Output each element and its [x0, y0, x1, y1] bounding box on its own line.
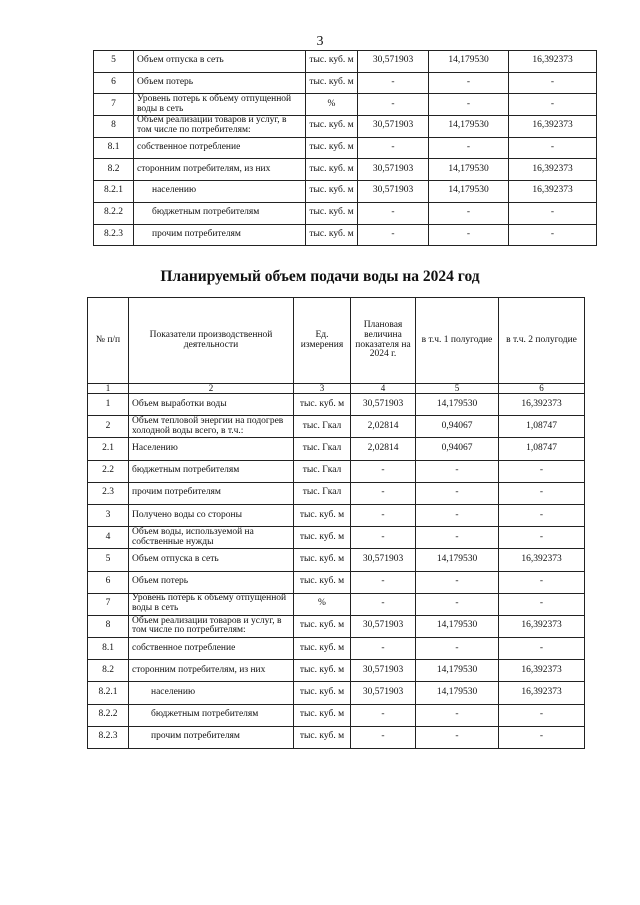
indicator-name: Объем тепловой энергии на подогрев холодной воды всего, в т.ч.: — [129, 416, 294, 438]
planned-value: - — [351, 571, 416, 593]
second-half-value: 16,392373 — [499, 394, 585, 416]
second-half-value: 16,392373 — [499, 660, 585, 682]
table-row — [94, 202, 597, 224]
first-half-value: - — [416, 504, 499, 526]
planned-value: - — [351, 482, 416, 504]
table-row — [88, 460, 585, 482]
unit-of-measure: тыс. Гкал — [294, 438, 351, 460]
unit-of-measure: тыс. Гкал — [294, 482, 351, 504]
unit-of-measure: тыс. куб. м — [294, 571, 351, 593]
first-half-value: 14,179530 — [429, 51, 509, 73]
planned-value: - — [358, 224, 429, 246]
first-half-value: - — [429, 202, 509, 224]
second-half-value: 16,392373 — [499, 549, 585, 571]
row-number: 6 — [88, 571, 129, 593]
table-row — [88, 704, 585, 726]
indicator-name: Объем воды, используемой на собственные нужды — [129, 527, 294, 549]
indicator-name: собственное потребление — [129, 638, 294, 660]
first-half-value: 14,179530 — [429, 116, 509, 138]
second-half-value: 16,392373 — [509, 116, 597, 138]
second-half-value: - — [499, 504, 585, 526]
row-number: 8.2 — [88, 660, 129, 682]
indicator-name: Объем выработки воды — [129, 394, 294, 416]
planned-value: - — [351, 460, 416, 482]
indicator-name: Получено воды со стороны — [129, 504, 294, 526]
indicator-name: Объем реализации товаров и услуг, в том числе по потребителям: — [129, 615, 294, 637]
indicator-name: Объем потерь — [129, 571, 294, 593]
header-planned-value: Плановая величина показателя на 2024 г. — [351, 298, 416, 384]
second-half-value: - — [509, 224, 597, 246]
header-row — [88, 298, 585, 384]
unit-of-measure: тыс. куб. м — [306, 137, 358, 159]
planned-value: - — [358, 94, 429, 116]
planned-value: - — [358, 137, 429, 159]
row-number: 8 — [88, 615, 129, 637]
second-half-value: - — [499, 482, 585, 504]
column-number: 1 — [88, 384, 129, 394]
row-number: 1 — [88, 394, 129, 416]
first-half-value: - — [429, 72, 509, 94]
table-row — [88, 527, 585, 549]
planned-value: - — [358, 72, 429, 94]
row-number: 2 — [88, 416, 129, 438]
unit-of-measure: тыс. куб. м — [306, 72, 358, 94]
second-half-value: - — [499, 726, 585, 748]
planned-value: - — [358, 202, 429, 224]
row-number: 8.2.1 — [94, 181, 134, 203]
indicator-name: Объем отпуска в сеть — [134, 51, 306, 73]
second-half-value: - — [499, 527, 585, 549]
table-row — [94, 94, 597, 116]
unit-of-measure: тыс. Гкал — [294, 460, 351, 482]
row-number: 8.2.3 — [88, 726, 129, 748]
second-half-value: 16,392373 — [499, 682, 585, 704]
unit-of-measure: тыс. куб. м — [306, 202, 358, 224]
second-half-value: - — [509, 72, 597, 94]
first-half-value: - — [429, 137, 509, 159]
first-half-value: 14,179530 — [416, 394, 499, 416]
planned-value: 30,571903 — [358, 116, 429, 138]
unit-of-measure: тыс. куб. м — [294, 615, 351, 637]
table-row — [94, 72, 597, 94]
row-number: 8 — [94, 116, 134, 138]
row-number: 4 — [88, 527, 129, 549]
header-number: № п/п — [88, 298, 129, 384]
row-number: 5 — [88, 549, 129, 571]
table-row — [88, 571, 585, 593]
unit-of-measure: тыс. куб. м — [294, 726, 351, 748]
indicator-name: Уровень потерь к объему отпущенной воды в сеть — [129, 593, 294, 615]
row-number: 2.1 — [88, 438, 129, 460]
planned-value: 30,571903 — [351, 549, 416, 571]
table-row — [88, 549, 585, 571]
first-half-value: 0,94067 — [416, 438, 499, 460]
unit-of-measure: тыс. Гкал — [294, 416, 351, 438]
first-half-value: - — [429, 94, 509, 116]
main-table-body — [88, 298, 585, 749]
header-indicator: Показатели производственной деятельности — [129, 298, 294, 384]
unit-of-measure: тыс. куб. м — [294, 638, 351, 660]
second-half-value: 16,392373 — [509, 51, 597, 73]
table-row — [88, 504, 585, 526]
indicator-name: Уровень потерь к объему отпущенной воды в сеть — [134, 94, 306, 116]
planned-value: 30,571903 — [351, 615, 416, 637]
table-row — [88, 438, 585, 460]
unit-of-measure: тыс. куб. м — [294, 660, 351, 682]
first-half-value: - — [429, 224, 509, 246]
table-row — [94, 137, 597, 159]
unit-of-measure: тыс. куб. м — [306, 181, 358, 203]
column-number-row — [88, 384, 585, 394]
unit-of-measure: тыс. куб. м — [294, 527, 351, 549]
planned-value: 2,02814 — [351, 416, 416, 438]
row-number: 8.1 — [94, 137, 134, 159]
unit-of-measure: тыс. куб. м — [306, 159, 358, 181]
indicator-name: бюджетным потребителям — [134, 202, 306, 224]
planned-water-supply-table — [87, 297, 585, 749]
second-half-value: - — [509, 137, 597, 159]
planned-value: 30,571903 — [358, 159, 429, 181]
planned-value: - — [351, 704, 416, 726]
second-half-value: - — [499, 593, 585, 615]
indicator-name: бюджетным потребителям — [129, 704, 294, 726]
second-half-value: - — [499, 704, 585, 726]
first-half-value: - — [416, 571, 499, 593]
first-half-value: 14,179530 — [416, 549, 499, 571]
table-row — [88, 394, 585, 416]
table-row — [94, 159, 597, 181]
planned-value: - — [351, 527, 416, 549]
indicator-name: Объем потерь — [134, 72, 306, 94]
column-number: 6 — [499, 384, 585, 394]
first-half-value: 0,94067 — [416, 416, 499, 438]
table-row — [94, 51, 597, 73]
table-row — [88, 593, 585, 615]
table-row — [94, 224, 597, 246]
page-number: 3 — [316, 34, 324, 49]
unit-of-measure: тыс. куб. м — [294, 394, 351, 416]
unit-of-measure: тыс. куб. м — [294, 682, 351, 704]
planned-value: - — [351, 593, 416, 615]
indicator-name: прочим потребителям — [134, 224, 306, 246]
column-number: 5 — [416, 384, 499, 394]
second-half-value: 16,392373 — [509, 181, 597, 203]
indicator-name: Объем отпуска в сеть — [129, 549, 294, 571]
unit-of-measure: тыс. куб. м — [306, 116, 358, 138]
planned-value: 2,02814 — [351, 438, 416, 460]
indicator-name: прочим потребителям — [129, 482, 294, 504]
planned-value: 30,571903 — [351, 394, 416, 416]
indicator-name: сторонним потребителям, из них — [134, 159, 306, 181]
planned-value: - — [351, 726, 416, 748]
planned-value: 30,571903 — [358, 181, 429, 203]
first-half-value: - — [416, 593, 499, 615]
indicator-name: населению — [129, 682, 294, 704]
first-half-value: 14,179530 — [416, 682, 499, 704]
row-number: 8.2.2 — [94, 202, 134, 224]
row-number: 2.2 — [88, 460, 129, 482]
row-number: 8.1 — [88, 638, 129, 660]
first-half-value: 14,179530 — [429, 181, 509, 203]
unit-of-measure: тыс. куб. м — [306, 224, 358, 246]
unit-of-measure: % — [294, 593, 351, 615]
row-number: 2.3 — [88, 482, 129, 504]
row-number: 6 — [94, 72, 134, 94]
row-number: 3 — [88, 504, 129, 526]
table-row — [88, 416, 585, 438]
table-row — [94, 116, 597, 138]
unit-of-measure: % — [306, 94, 358, 116]
indicator-name: собственное потребление — [134, 137, 306, 159]
unit-of-measure: тыс. куб. м — [294, 704, 351, 726]
table-row — [88, 638, 585, 660]
first-half-value: - — [416, 726, 499, 748]
row-number: 7 — [88, 593, 129, 615]
row-number: 7 — [94, 94, 134, 116]
first-half-value: - — [416, 482, 499, 504]
planned-value: 30,571903 — [351, 660, 416, 682]
second-half-value: 16,392373 — [499, 615, 585, 637]
second-half-value: 1,08747 — [499, 438, 585, 460]
second-half-value: - — [499, 460, 585, 482]
planned-value: 30,571903 — [351, 682, 416, 704]
unit-of-measure: тыс. куб. м — [306, 51, 358, 73]
column-number: 2 — [129, 384, 294, 394]
row-number: 8.2.3 — [94, 224, 134, 246]
section-title: Планируемый объем подачи воды на 2024 год — [160, 268, 480, 285]
row-number: 8.2 — [94, 159, 134, 181]
top-table-body — [94, 51, 597, 246]
first-half-value: 14,179530 — [416, 615, 499, 637]
row-number: 8.2.2 — [88, 704, 129, 726]
header-first-half: в т.ч. 1 полугодие — [416, 298, 499, 384]
table-row — [88, 682, 585, 704]
planned-value: - — [351, 504, 416, 526]
second-half-value: - — [509, 94, 597, 116]
second-half-value: 16,392373 — [509, 159, 597, 181]
column-number: 4 — [351, 384, 416, 394]
indicator-name: населению — [134, 181, 306, 203]
header-second-half: в т.ч. 2 полугодие — [499, 298, 585, 384]
first-half-value: 14,179530 — [416, 660, 499, 682]
top-continuation-table — [93, 50, 597, 246]
table-row — [88, 726, 585, 748]
planned-value: 30,571903 — [358, 51, 429, 73]
first-half-value: 14,179530 — [429, 159, 509, 181]
table-row — [94, 181, 597, 203]
table-row — [88, 660, 585, 682]
first-half-value: - — [416, 460, 499, 482]
first-half-value: - — [416, 704, 499, 726]
second-half-value: - — [509, 202, 597, 224]
row-number: 5 — [94, 51, 134, 73]
second-half-value: - — [499, 638, 585, 660]
second-half-value: - — [499, 571, 585, 593]
indicator-name: Населению — [129, 438, 294, 460]
unit-of-measure: тыс. куб. м — [294, 504, 351, 526]
indicator-name: бюджетным потребителям — [129, 460, 294, 482]
unit-of-measure: тыс. куб. м — [294, 549, 351, 571]
table-row — [88, 615, 585, 637]
row-number: 8.2.1 — [88, 682, 129, 704]
first-half-value: - — [416, 638, 499, 660]
indicator-name: Объем реализации товаров и услуг, в том числе по потребителям: — [134, 116, 306, 138]
second-half-value: 1,08747 — [499, 416, 585, 438]
column-number: 3 — [294, 384, 351, 394]
first-half-value: - — [416, 527, 499, 549]
header-unit: Ед. измерения — [294, 298, 351, 384]
planned-value: - — [351, 638, 416, 660]
indicator-name: сторонним потребителям, из них — [129, 660, 294, 682]
table-row — [88, 482, 585, 504]
indicator-name: прочим потребителям — [129, 726, 294, 748]
